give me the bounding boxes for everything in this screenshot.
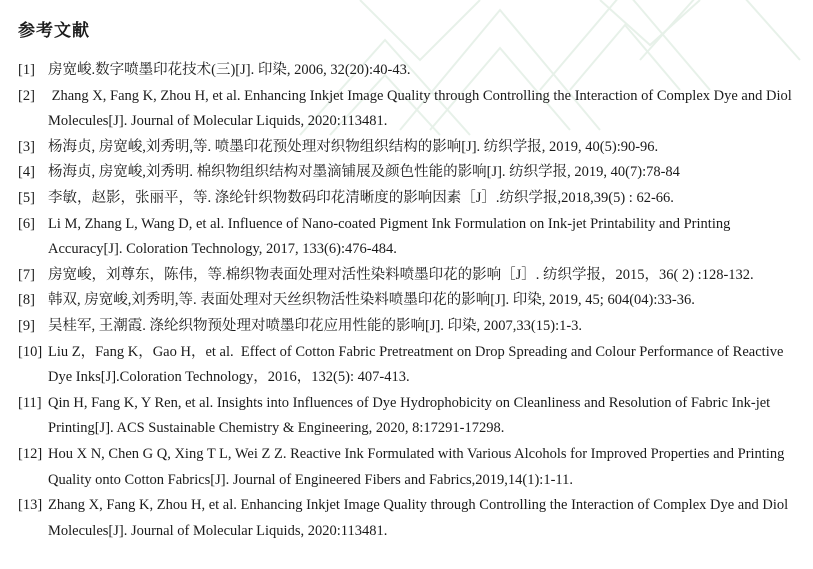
reference-text: Zhang X, Fang K, Zhou H, et al. Enhancing Inkjet Image Quality through Controlling the Interaction of Complex Dye and Diol Molecules[J]. Journal of Molecular Liquids, 2020:113481. [48, 497, 792, 539]
reference-item [18, 340, 803, 391]
reference-text: 房宽峻.数字喷墨印花技术(三)[J]. 印染, 2006, 32(20):40-43. [48, 62, 411, 78]
reference-item [18, 442, 803, 493]
page-title: 参考文献 [18, 21, 90, 40]
reference-number: [3] [18, 138, 35, 155]
reference-text: Li M, Zhang L, Wang D, et al. Influence of Nano-coated Pigment Ink Formulation on Ink-jet Printability and Printing Accuracy[J]. Coloration Technology, 2017, 133(6):476-484. [48, 215, 734, 258]
reference-text: 韩双, 房宽峻,刘秀明,等. 表面处理对天丝织物活性染料喷墨印花的影响[J]. 印染, 2019, 45; 604(04):33-36. [48, 292, 695, 309]
reference-item [18, 212, 803, 263]
reference-text: Liu Z，Fang K，Gao H，et al. Effect of Cotton Fabric Pretreatment on Drop Spreading and Colour Performance of Reactive Dye Inks[J].Coloration Technology，2016，132(5): 407-413. [48, 343, 788, 386]
reference-text: Zhang X, Fang K, Zhou H, et al. Enhancing Inkjet Image Quality through Controlling the Interaction of Complex Dye and Diol Molecules[J]. Journal of Molecular Liquids, 2020:113481. [48, 87, 796, 130]
reference-number: [7] [18, 266, 35, 283]
reference-text: 房宽峻，刘尊东，陈伟，等.棉织物表面处理对活性染料喷墨印花的影响［J］. 纺织学报，2015，36( 2) :128-132. [48, 266, 754, 283]
reference-item [18, 263, 803, 289]
reference-number: [11] [18, 394, 42, 411]
reference-item [18, 58, 803, 84]
reference-number: [4] [18, 164, 35, 181]
reference-text: Hou X N, Chen G Q, Xing T L, Wei Z Z. Reactive Ink Formulated with Various Alcohols for Improved Properties and Printing Quality onto Cotton Fabrics[J]. Journal of Engineered Fibers and Fabrics,2019,14(1):1-11. [48, 445, 788, 488]
reference-number: [2] [18, 87, 35, 104]
reference-item [18, 288, 803, 314]
reference-item [18, 135, 803, 161]
reference-item [18, 186, 803, 212]
reference-item [18, 391, 803, 442]
reference-item [18, 84, 803, 135]
reference-number: [5] [18, 189, 35, 206]
reference-number: [9] [18, 317, 35, 334]
reference-item [18, 160, 803, 186]
reference-text: 李敏，赵影，张丽平，等. 涤纶针织物数码印花清晰度的影响因素［J］.纺织学报,2018,39(5) : 62-66. [48, 189, 674, 206]
reference-number: [13] [18, 497, 43, 514]
reference-list [18, 58, 803, 544]
reference-number: [12] [18, 445, 43, 462]
reference-item [18, 314, 803, 340]
reference-number: [1] [18, 62, 35, 78]
reference-text: 吴桂军, 王潮霞. 涤纶织物预处理对喷墨印花应用性能的影响[J]. 印染, 2007,33(15):1-3. [48, 317, 583, 334]
reference-text: Qin H, Fang K, Y Ren, et al. Insights into Influences of Dye Hydrophobicity on Cleanliness and Resolution of Fabric Ink-jet Printing[J]. ACS Sustainable Chemistry & Engineering, 2020, 8:17291-17298. [48, 394, 774, 437]
reference-text: 杨海贞, 房宽峻,刘秀明,等. 喷墨印花预处理对织物组织结构的影响[J]. 纺织学报, 2019, 40(5):90-96. [48, 138, 659, 155]
reference-number: [6] [18, 215, 35, 232]
reference-number: [8] [18, 292, 35, 309]
reference-item [18, 493, 803, 544]
reference-number: [10] [18, 343, 43, 360]
reference-text: 杨海贞, 房宽峻,刘秀明. 棉织物组织结构对墨滴铺展及颜色性能的影响[J]. 纺织学报, 2019, 40(7):78-84 [48, 164, 680, 181]
